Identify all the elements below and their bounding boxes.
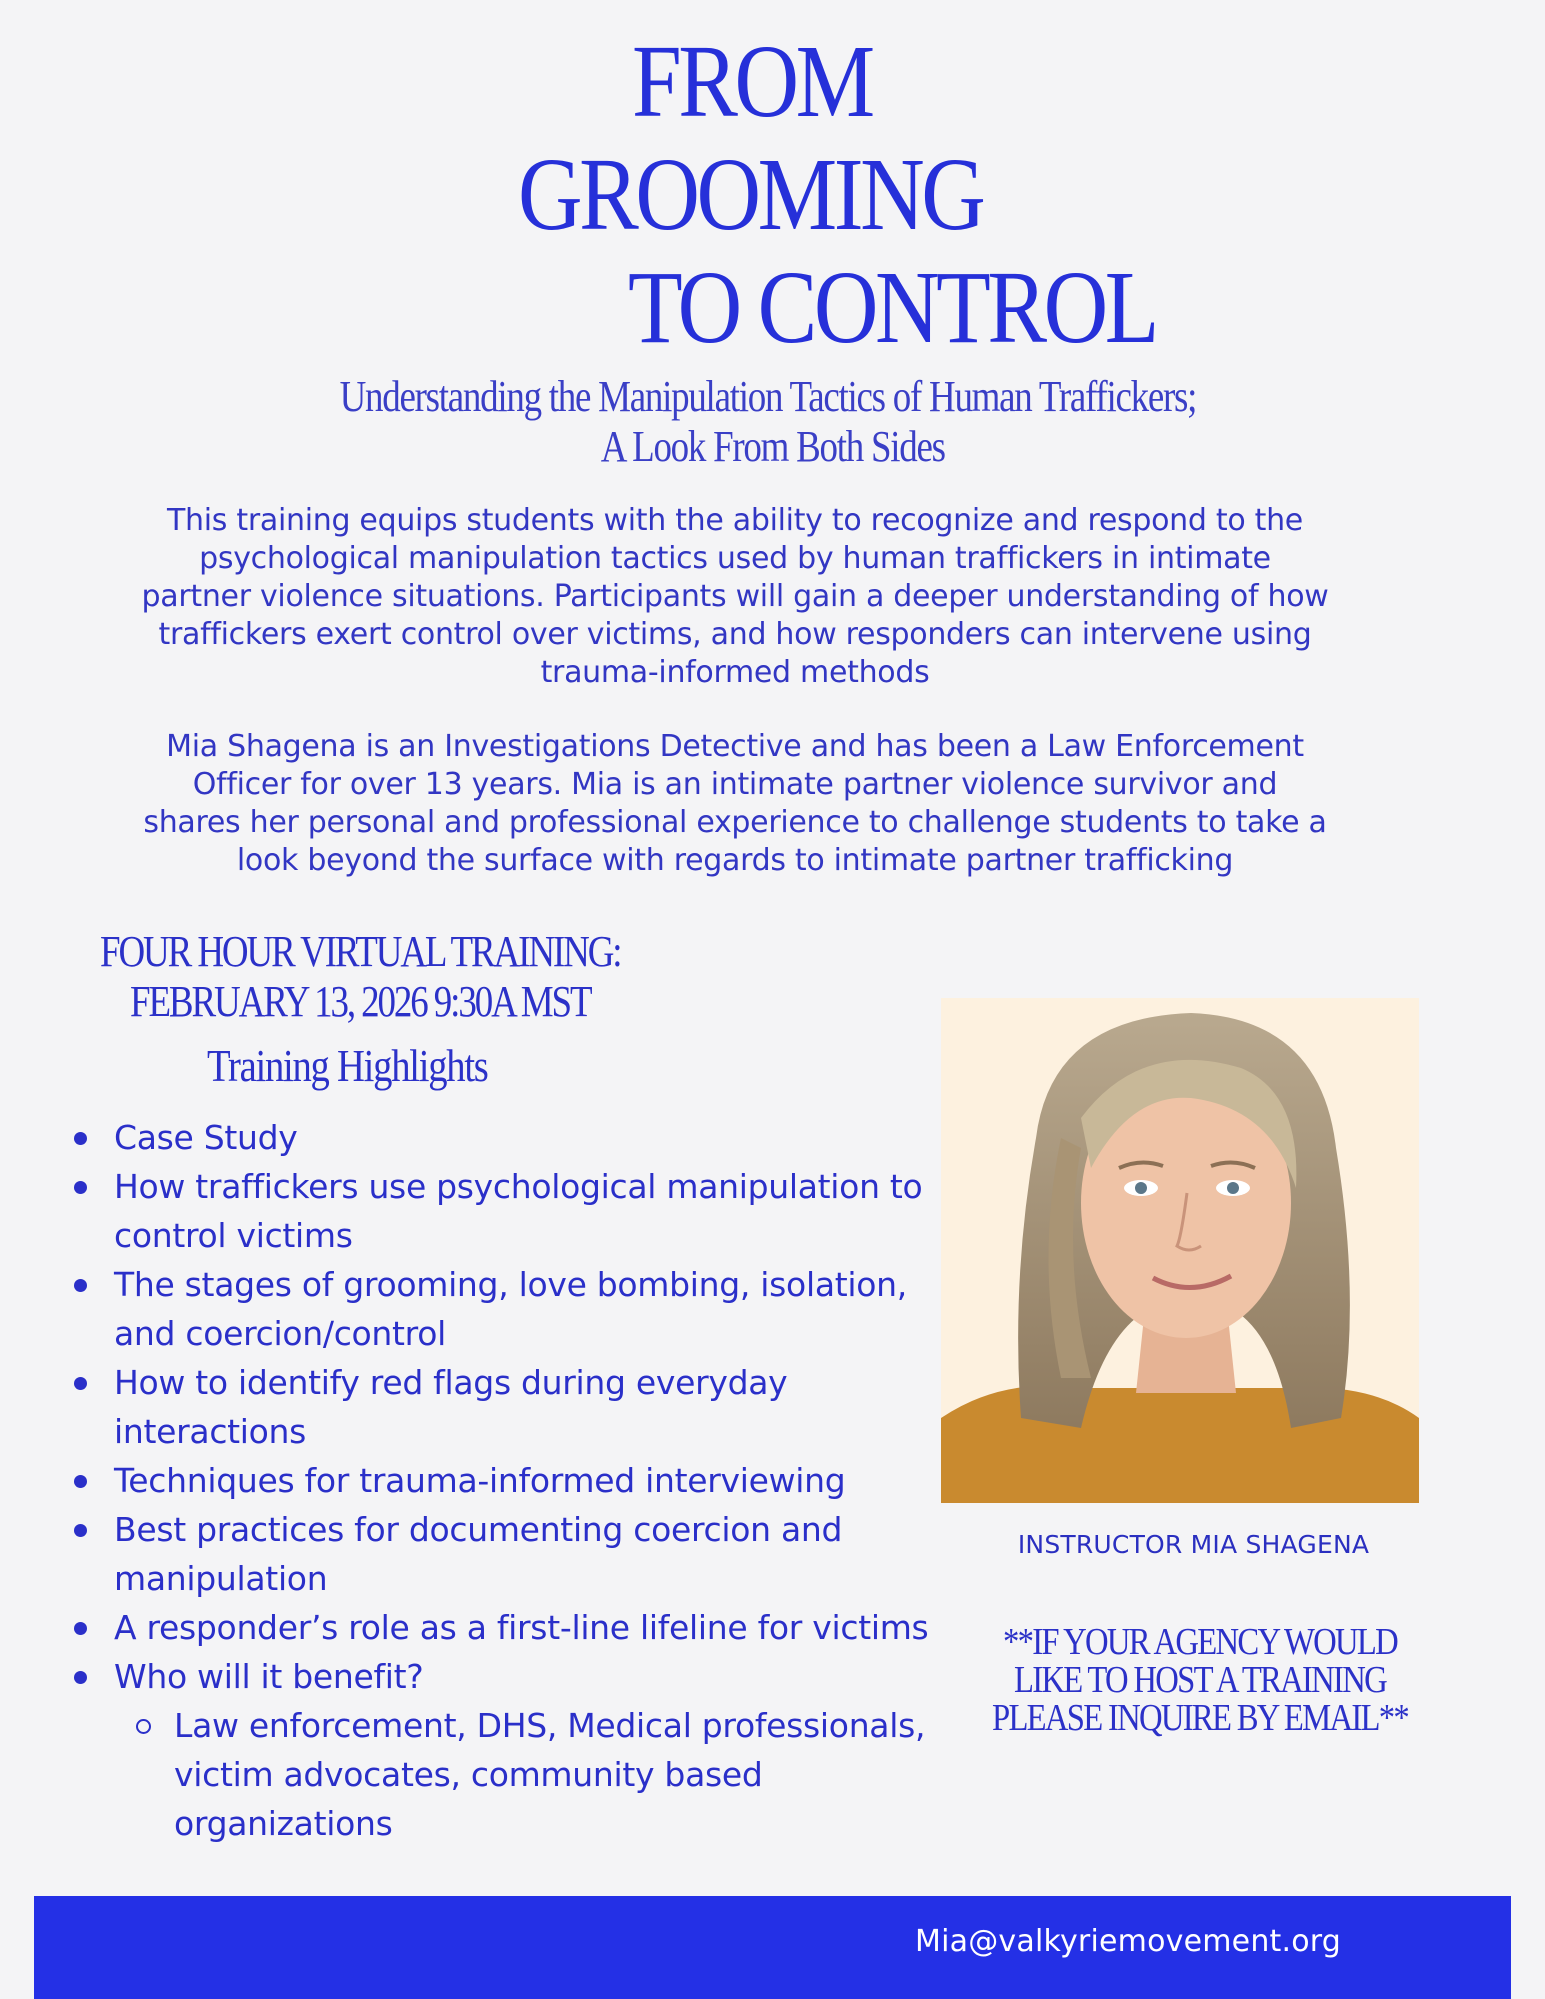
contact-email-link[interactable]: Mia@valkyriemovement.org	[915, 1924, 1342, 1959]
bullet-icon	[74, 1524, 87, 1537]
list-item	[74, 1652, 954, 1701]
list-item	[74, 1162, 954, 1260]
subtitle-line-1-text: Understanding the Manipulation Tactics of Human Traffickers;	[339, 372, 1196, 421]
list-item	[74, 1113, 954, 1162]
hollow-bullet-icon	[136, 1719, 151, 1734]
title-line-3: TO CONTROL	[628, 250, 1156, 365]
subtitle-line-2-text: A Look From Both Sides	[600, 422, 945, 471]
highlights-heading: Training Highlights	[207, 1040, 488, 1091]
list-item	[74, 1505, 954, 1603]
training-format-heading: FOUR HOUR VIRTUAL TRAINING:	[100, 927, 621, 976]
bullet-icon	[74, 1132, 87, 1145]
instructor-caption: INSTRUCTOR MIA SHAGENA	[1017, 1530, 1370, 1559]
training-description: This training equips students with the ability to recognize and respond to the psychological manipulation tactics used by human traffickers in intimate partner violence situations. Participants will gain a deeper understanding of how traffickers exert control over victims, and how responders can intervene using trauma-informed methods	[141, 503, 1329, 690]
list-item-text: A responder’s role as a first-line lifeline for victims	[114, 1608, 929, 1647]
highlights-list	[74, 1113, 954, 1848]
instructor-photo	[941, 998, 1419, 1503]
instructor-portrait-icon	[941, 998, 1419, 1503]
list-item-text: How to identify red flags during everyday interactions	[114, 1363, 788, 1451]
sub-list-item	[74, 1701, 954, 1848]
subtitle-line-2	[0, 423, 1545, 471]
host-note-line-2: LIKE TO HOST A TRAINING	[1013, 1659, 1386, 1701]
bullet-icon	[74, 1622, 87, 1635]
bullet-icon	[74, 1377, 87, 1390]
host-note-line-1: **IF YOUR AGENCY WOULD	[1003, 1621, 1397, 1663]
list-item	[74, 1456, 954, 1505]
list-item-text: How traffickers use psychological manipulation to control victims	[114, 1167, 923, 1255]
subtitle-line-1	[0, 373, 1540, 421]
bullet-icon	[74, 1475, 87, 1488]
sub-list-item-text: Law enforcement, DHS, Medical professionals, victim advocates, community based organizations	[174, 1706, 926, 1843]
title-line-2: GROOMING	[518, 137, 983, 252]
bullet-icon	[74, 1279, 87, 1292]
training-date-heading: FEBRUARY 13, 2026 9:30A MST	[130, 977, 591, 1026]
list-item-text: The stages of grooming, love bombing, isolation, and coercion/control	[114, 1265, 907, 1353]
list-item-text: Best practices for documenting coercion and manipulation	[114, 1510, 843, 1598]
list-item	[74, 1603, 954, 1652]
host-training-note	[940, 1623, 1460, 1737]
instructor-bio: Mia Shagena is an Investigations Detective and has been a Law Enforcement Officer for over 13 years. Mia is an intimate partner violence survivor and shares her personal and professional experience to challenge students to take a look beyond the surface with regards to intimate partner trafficking	[143, 729, 1327, 878]
bullet-icon	[74, 1671, 87, 1684]
bullet-icon	[74, 1181, 87, 1194]
list-item-text: Case Study	[114, 1118, 298, 1157]
list-item-text: Who will it benefit?	[114, 1657, 424, 1696]
title-line-1: FROM	[632, 24, 872, 139]
host-note-line-3: PLEASE INQUIRE BY EMAIL**	[991, 1697, 1408, 1739]
list-item	[74, 1260, 954, 1358]
list-item	[74, 1358, 954, 1456]
list-item-text: Techniques for trauma-informed interviewing	[114, 1461, 846, 1500]
